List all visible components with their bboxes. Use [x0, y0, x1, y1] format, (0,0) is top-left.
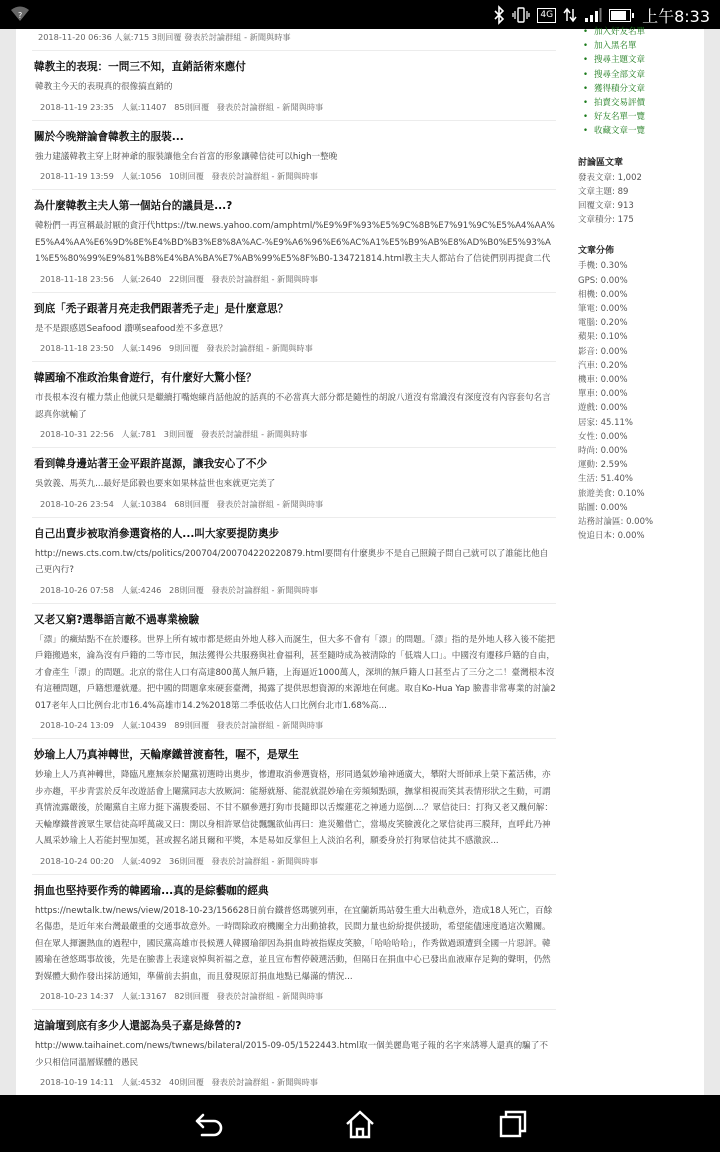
list-item	[32, 874, 556, 1010]
list-item	[32, 447, 556, 517]
post-tag[interactable]: 發表於討論群組 - 新聞與時事	[206, 343, 313, 353]
vibrate-icon	[512, 7, 530, 23]
forum-stats-heading: 討論區文章	[578, 157, 624, 168]
list-item	[32, 603, 556, 739]
post-date: 2018-10-26 07:58	[40, 584, 114, 595]
distribution-item: 單車: 0.00%	[578, 389, 628, 400]
post-excerpt: http://news.cts.com.tw/cts/politics/200704/200704220220879.html要問有什麼奧步不是自己照鏡子問自己就可以了誰能比他自己更內行?	[35, 548, 549, 575]
list-item	[32, 50, 556, 120]
post-list	[32, 29, 556, 1124]
post-replies: 3則回覆	[163, 429, 194, 439]
post-tag[interactable]: 發表於討論群組 - 新聞與時事	[216, 101, 324, 112]
sidebar-link[interactable]: • 獲得積分文章	[592, 82, 700, 96]
post-replies: 28則回覆	[168, 584, 204, 595]
post-replies: 10則回覆	[168, 171, 204, 181]
forum-stat: 發表文章: 1,002	[578, 172, 642, 183]
network-type-badge: 4G	[537, 8, 556, 23]
post-views: 人氣:4532	[121, 1077, 162, 1087]
post-replies: 9則回覆	[168, 343, 199, 353]
distribution-item: 筆電: 0.00%	[578, 304, 628, 315]
post-replies: 89則回覆	[174, 720, 210, 730]
post-meta	[34, 165, 556, 189]
post-title-link[interactable]: 關於今晚辯論會韓教主的服裝...	[34, 130, 184, 143]
post-date: 2018-11-20 06:36	[38, 32, 112, 42]
post-views: 人氣:781	[121, 429, 157, 439]
post-replies: 36則回覆	[168, 855, 204, 866]
post-views: 人氣:2640	[121, 273, 162, 284]
list-item	[32, 738, 556, 874]
post-meta	[34, 714, 556, 738]
post-date: 2018-10-23 14:37	[40, 991, 114, 1001]
home-icon[interactable]	[343, 1107, 377, 1141]
post-replies: 68則回覆	[174, 498, 210, 509]
distribution-item: 生活: 51.40%	[578, 474, 633, 485]
distribution-item: 相機: 0.00%	[578, 289, 628, 300]
wifi-icon	[10, 6, 30, 22]
sidebar	[576, 29, 700, 544]
distribution-item: 遊戲: 0.00%	[578, 403, 628, 414]
post-views: 人氣:1496	[121, 343, 162, 353]
post-replies: 85則回覆	[174, 101, 210, 112]
distribution-item: 旅遊美食: 0.10%	[578, 488, 645, 499]
post-date: 2018-11-18 23:56	[40, 273, 114, 284]
post-views: 人氣:1056	[121, 171, 162, 181]
post-excerpt: 妙瑜上人乃真神轉世，降臨凡塵無奈於閹黨初選時出奧步，慘遭取消參選資格，形同過氣妙瑜神通廣大，攀附大哥師承上榮下蓋活佛，亦步亦趨，平步青雲於反年改遊話會上閹黨同志大放厥詞：能掰就掰、能混就混妙瑜在旁頻頻點頭，撫掌相視而笑其表情形狀之生動，可謂真情流露嚴後，於閹黨自主席力挺下滿腹委屈、不甘不願參選打狗市長隨即以舌燦蓮花之神通力巡倒....？眾信徒曰：打狗又老又醜何解：天輪摩鐵普渡眾生眾信徒高呼萬歲又曰：開以身相許眾信徒飄飄欲仙再曰：進災難借亡，當場皮笑臉渡化之眾信徒再三膜拜，直呼此乃神人風采妙瑜上人若能封聖加冕，甚或握名諾貝爾和平獎，本是易如反掌但上人淡泊名利，願委身於打狗眾信徒其不感激淚...	[35, 770, 553, 846]
post-tag[interactable]: 發表於討論群組 - 新聞與時事	[211, 171, 318, 181]
post-tag[interactable]: 發表於討論群組 - 新聞與時事	[216, 498, 324, 509]
page-content	[16, 29, 704, 1095]
post-title-link[interactable]: 妙瑜上人乃真神轉世，天輪摩鐵普渡畜牲，喔不，是眾生	[34, 749, 299, 761]
svg-text:?: ?	[18, 11, 23, 20]
post-replies: 40則回覆	[168, 1077, 204, 1087]
list-item	[32, 361, 556, 447]
sidebar-link[interactable]: • 好友名單一覽	[592, 110, 700, 124]
forum-stats	[576, 171, 700, 228]
post-meta	[34, 493, 556, 517]
distribution-item: 貼圖: 0.00%	[578, 502, 628, 513]
post-excerpt: 吳敦義、馬英九...最好是邱毅也要來如果林益世也來就更完美了	[35, 479, 276, 489]
post-date: 2018-11-18 23:50	[40, 343, 114, 353]
post-title-link[interactable]: 韓教主的表現：一問三不知，直銷話術來應付	[34, 61, 246, 73]
sidebar-link[interactable]: • 收藏文章一覽	[592, 124, 700, 138]
sidebar-link[interactable]: • 搜尋主題文章	[592, 53, 700, 67]
post-meta-top	[32, 29, 556, 50]
post-date: 2018-10-31 22:56	[40, 429, 114, 439]
list-item	[32, 189, 556, 292]
distribution-item: 悅追日本: 0.00%	[578, 531, 645, 542]
post-tag[interactable]: 發表於討論群組 - 新聞與時事	[211, 1077, 318, 1087]
post-date: 2018-10-24 00:20	[40, 855, 114, 866]
post-excerpt: 是不是跟感恩Seafood 讚嘆seafood差不多意思？	[35, 323, 228, 334]
sidebar-link[interactable]: • 加入黑名單	[592, 39, 700, 53]
list-item	[32, 292, 556, 362]
distribution-item: 女性: 0.00%	[578, 431, 628, 442]
distribution-item: 運動: 2.59%	[578, 460, 628, 471]
post-date: 2018-11-19 13:59	[40, 171, 114, 181]
distribution-heading: 文章分佈	[578, 246, 615, 257]
article-distribution	[576, 259, 700, 543]
post-views: 人氣:10384	[121, 498, 167, 509]
post-views: 人氣:4246	[121, 584, 162, 595]
signal-icon	[584, 7, 602, 23]
list-item	[32, 1009, 556, 1095]
list-item	[32, 120, 556, 190]
post-tag[interactable]: 發表於討論群組 - 新聞與時事	[201, 429, 308, 439]
post-meta	[34, 268, 556, 292]
post-excerpt: https://newtalk.tw/news/view/2018-10-23/156628日前台鐵普悠瑪號列車，在宜蘭新馬站發生重大出軌意外，造成18人死亡，百餘名傷患，是近年來台灣最嚴重的交通事故意外。一時間除政府機關全力出動搶救，民間力量也紛紛提供援助，希望能儘速度過這次難關。但在眾人揮灑熱血的過程中，國民黨高雄市長候選人韓國瑜卻因為捐血時被指媒皮笑臉，「哈哈哈哈」，作秀做過頭遭到全國一片惡評。韓國瑜在爸悠瑪事故後，先是在臉書上表達哀悼與祈福之意，並且宣布暫停競選活動，但隔日在捐血中心已發出血液庫存足夠的聲明，仍然對媒體大動作發出採訪通知，準備前去捐血，而且發現原訂捐血地點已爆滿的情況...	[35, 905, 553, 982]
post-tag[interactable]: 發表於討論群組 - 新聞與時事	[216, 720, 324, 730]
post-meta	[34, 579, 556, 603]
post-date: 2018-10-26 23:54	[40, 498, 114, 509]
post-tag[interactable]: 發表於討論群組 - 新聞與時事	[211, 273, 318, 284]
battery-icon	[609, 9, 631, 22]
post-views: 人氣:10439	[121, 720, 167, 730]
post-tag[interactable]: 發表於討論群組 - 新聞與時事	[211, 584, 318, 595]
post-title-link[interactable]: 自己出賣步被取消參選資格的人...叫大家要提防奧步	[34, 527, 280, 540]
forum-stat: 文章主題: 89	[578, 186, 629, 197]
forum-stat: 文章積分: 175	[578, 215, 634, 226]
post-excerpt: 「漂」的癥結點不在於遷移。世界上所有城市都是經由外地人移入而誕生，但大多不會有「漂」的問題。「漂」指的是外地人移入後不能把戶籍搬過來，淪為沒有戶籍的二等市民，無法獲得公共服務與社會福利，甚至隨時成為被清除的「低端人口」。中國沒有遷移戶籍的自由，才會產生「漂」的問題。北京的常住人口有高達800萬人無戶籍，上海逼近1000萬人，深圳的無戶籍人口甚至占了三分之二！臺灣根本沒有這種問題，戶籍想遷就遷。把中國的問題拿來硬套臺灣，揭露了提供思想資源的來源地在何處。取自Ko-Hua Yap 臉書非常專業的討論2017老年人口比例台北市16.4%高雄市14.2%2018第二季低收估人口比例台北市1.68%高...	[35, 634, 556, 711]
post-title-link[interactable]: 為什麼韓教主夫人第一個站台的議員是...?	[34, 200, 233, 212]
distribution-item: 手機: 0.30%	[578, 261, 628, 272]
post-excerpt: 韓粉們一再宣稱最討厭的貪汙代https://tw.news.yahoo.com/amphtml/%E9%9F%93%E5%9C%8B%E7%91%9C%E5%A4%AA%E5%A4%AA%E6%9D%8E%E4%BD%B3%E8%8A%AC-%E9%A6%96%E6%AC%A1%E5%B9%AB%E8%AD%B0%E5%93%A1%E5%80%99%E9%81%B8%E4%BA%BA%E7%AB%99%E5%8F%B0-134721814.html教主夫人都站台了信徒們別再提貪二代	[35, 221, 555, 264]
post-views: 人氣:13167	[121, 991, 167, 1001]
post-meta	[34, 1071, 556, 1095]
distribution-item: 時尚: 0.00%	[578, 446, 628, 457]
distribution-item: 汽車: 0.20%	[578, 360, 628, 371]
sidebar-link[interactable]: • 拍賣交易評價	[592, 96, 700, 110]
post-replies: 3則回覆	[151, 32, 182, 42]
post-meta	[34, 423, 556, 447]
distribution-item: 機車: 0.00%	[578, 375, 628, 386]
navigation-bar	[0, 1095, 720, 1152]
post-date: 2018-10-19 14:11	[40, 1077, 114, 1087]
distribution-item: 蘋果: 0.10%	[578, 332, 628, 343]
post-title-link[interactable]: 到底「禿子跟著月亮走我們跟著禿子走」是什麼意思？	[34, 302, 289, 315]
post-tag[interactable]: 發表於討論群組 - 新聞與時事	[216, 991, 324, 1001]
post-excerpt: http://www.taihainet.com/news/twnews/bilateral/2015-09-05/1522443.html取一個美麗島電子報的名字來誘導人還真的騙了不少只相信同溫層媒體的愚民	[35, 1041, 548, 1068]
post-title-link[interactable]: 看到韓身邊站著王金平跟許崑源，讓我安心了不少	[34, 458, 268, 470]
sidebar-link[interactable]: • 加入好友名單	[592, 25, 700, 39]
post-meta	[34, 850, 556, 874]
post-meta	[34, 985, 556, 1009]
post-excerpt: 市長根本沒有權力禁止他就只是繼續打嘴炮練肖話他說的話真的不必當真大部分都是隨性的胡說八道沒有常識沒有深度沒有內容套句名言認真你就輸了	[35, 393, 551, 420]
post-title-link[interactable]: 捐血也堅持要作秀的韓國瑜...真的是綜藝咖的經典	[34, 884, 269, 897]
bluetooth-icon	[493, 6, 505, 24]
post-tag[interactable]: 發表於討論群組 - 新聞與時事	[211, 855, 318, 866]
distribution-item: 影音: 0.00%	[578, 346, 628, 357]
post-tag[interactable]: 發表於討論群組 - 新聞與時事	[184, 32, 291, 42]
post-views: 人氣:715	[114, 32, 150, 42]
post-excerpt: 韓教主今天的表現真的很像搞直銷的	[35, 82, 173, 92]
forum-stat: 回覆文章: 913	[578, 201, 634, 212]
post-title-link[interactable]: 這論壇到底有多少人還認為吳子嘉是綠營的?	[34, 1020, 242, 1032]
post-replies: 82則回覆	[174, 991, 210, 1001]
distribution-item: 居家: 45.11%	[578, 417, 633, 428]
post-replies: 22則回覆	[168, 273, 204, 284]
distribution-item: 站務討論區: 0.00%	[578, 517, 654, 528]
post-views: 人氣:11407	[121, 101, 167, 112]
sidebar-links	[576, 25, 700, 139]
recent-apps-icon[interactable]	[496, 1107, 530, 1141]
data-arrows-icon	[563, 7, 577, 23]
list-item	[32, 517, 556, 603]
distribution-item: GPS: 0.00%	[578, 275, 628, 286]
post-meta	[34, 337, 556, 361]
post-views: 人氣:4092	[121, 855, 162, 866]
post-excerpt: 強力建議韓教主穿上財神爺的服裝讓他全台首富的形象讓韓信徒可以high一整晚	[35, 151, 338, 162]
post-meta	[34, 96, 556, 120]
post-title-link[interactable]: 韓國瑜不准政治集會遊行，有什麼好大驚小怪？	[34, 372, 257, 384]
sidebar-link[interactable]: • 搜尋全部文章	[592, 68, 700, 82]
back-icon[interactable]	[190, 1107, 224, 1141]
clock: 上午8:33	[642, 6, 710, 26]
post-date: 2018-10-24 13:09	[40, 720, 114, 730]
post-title-link[interactable]: 又老又窮?選舉語言敵不過專業檢驗	[34, 613, 200, 626]
post-date: 2018-11-19 23:35	[40, 101, 114, 112]
distribution-item: 電腦: 0.20%	[578, 318, 628, 329]
